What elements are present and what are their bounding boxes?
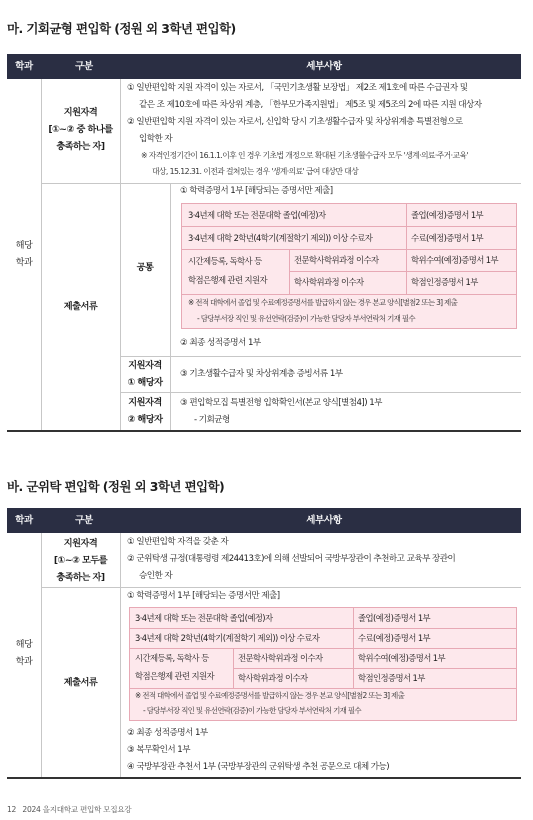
cell: 학위수여(예정)증명서 1부 xyxy=(411,255,499,265)
document-item: ① 학력증명서 1부 [해당되는 증명서만 제출] xyxy=(180,186,333,196)
cell: 3·4년제 대학 또는 전문대학 졸업(예정)자 xyxy=(135,613,273,623)
qualification-item: ② 일반편입학 지원 자격이 있는 자로서, 신입학 당시 기초생활수급자 및 차상위계층 특별전형으로 xyxy=(127,117,463,127)
cell: 전문학사학위과정 이수자 xyxy=(238,653,323,663)
cell: 학위수여(예정)증명서 1부 xyxy=(358,653,446,663)
cell: 전문학사학위과정 이수자 xyxy=(294,255,379,265)
documents-label: 제출서류 xyxy=(63,301,98,312)
table-header xyxy=(7,54,521,79)
cell: 3·4년제 대학 또는 전문대학 졸업(예정)자 xyxy=(188,210,326,220)
section-title: 마. 기회균형 편입학 (정원 외 3학년 편입학) xyxy=(7,21,236,36)
cell: 졸업(예정)증명서 1부 xyxy=(358,613,431,623)
cell: 학점인정증명서 1부 xyxy=(358,673,425,683)
cell: 학사학위과정 이수자 xyxy=(238,673,308,683)
cell: 수료(예정)증명서 1부 xyxy=(411,233,484,243)
cell: 학사학위과정 이수자 xyxy=(294,277,364,287)
education-certificate-table xyxy=(129,607,517,721)
pink-note: - 담당부서장 직인 및 유선연락(검증)이 가능한 담당자 부서연락처 기재 필수 xyxy=(143,706,361,715)
cell: 시간제등록, 독학사 등 xyxy=(135,653,209,663)
qualification-item: ① 일반편입학 지원 자격이 있는 자로서, 「국민기초생활 보장법」 제2조 제1호에 따른 수급권자 및 xyxy=(127,83,468,93)
cell: 3·4년제 대학 2학년(4학기(계절학기 제외)) 이상 수료자 xyxy=(135,633,320,643)
documents-label: 제출서류 xyxy=(63,677,98,688)
page-number: 12 xyxy=(7,805,17,814)
qualification-item: 입학한 자 xyxy=(139,134,173,144)
cell: 시간제등록, 독학사 등 xyxy=(188,256,262,266)
header-details: 세부사항 xyxy=(306,515,342,526)
pink-note: - 담당부서장 직인 및 유선연락(검증)이 가능한 담당자 부서연락처 기재 필수 xyxy=(197,314,415,323)
pink-note: ※ 전적 대학에서 졸업 및 수료예정증명서를 발급하지 않는 경우 본교 양식[별첨2 또는 3] 제출 xyxy=(188,298,458,307)
qualification-note: ※ 자격인정기간이 16.1.1.이후 인 경우 기초법 개정으로 확대된 기초생활수급자 모두 '생계·의료·주거·교육' xyxy=(141,151,468,160)
qualification-item: 승인한 자 xyxy=(139,571,173,581)
dept-label: 해당 학과 xyxy=(15,240,33,268)
dept-label: 해당 학과 xyxy=(15,639,33,667)
cell: 3·4년제 대학 2학년(4학기(계절학기 제외)) 이상 수료자 xyxy=(188,233,373,243)
qualification-label: 지원자격 [①~② 중 하나를 충족하는 자] xyxy=(48,107,113,152)
document-item: ③ 복무확인서 1부 xyxy=(127,745,190,755)
qualification-label: 지원자격 [①~② 모두를 충족하는 자] xyxy=(53,538,108,583)
cell: 수료(예정)증명서 1부 xyxy=(358,633,431,643)
table-header xyxy=(7,508,521,533)
header-dept: 학과 xyxy=(15,61,33,72)
page-footer xyxy=(7,804,131,815)
document-item: - 기회균형 xyxy=(194,415,230,425)
header-category: 구분 xyxy=(75,515,93,526)
header-details: 세부사항 xyxy=(306,61,342,72)
footer-title: 2024 을지대학교 편입학 모집요강 xyxy=(22,805,132,814)
header-dept: 학과 xyxy=(15,515,33,526)
qualification-item: ① 일반편입학 자격을 갖춘 자 xyxy=(127,537,229,547)
cell: 졸업(예정)증명서 1부 xyxy=(411,210,484,220)
education-certificate-table xyxy=(181,203,517,329)
pink-note: ※ 전적 대학에서 졸업 및 수료예정증명서를 발급하지 않는 경우 본교 양식[별첨2 또는 3] 제출 xyxy=(135,691,405,700)
document-item: ④ 국방부장관 추천서 1부 (국방부장관의 군위탁생 추천 공문으로 대체 가능) xyxy=(127,762,390,772)
cell: 학점인정증명서 1부 xyxy=(411,277,478,287)
qualification-item: 같은 조 제10호에 따른 차상위 계층, 「한부모가족지원법」 제5조 및 제5조의 2에 따른 지원 대상자 xyxy=(139,100,482,110)
qualification-item: ② 군위탁생 규정(대통령령 제24413호)에 의해 선발되어 국방부장관이 추천하고 교육부 장관이 xyxy=(127,554,456,564)
qualification-2-label: 지원자격 ② 해당자 xyxy=(127,397,163,425)
document-item: ② 최종 성적증명서 1부 xyxy=(180,338,261,348)
document-item: ③ 기초생활수급자 및 차상위계층 증빙서류 1부 xyxy=(180,369,343,379)
section-title: 바. 군위탁 편입학 (정원 외 3학년 편입학) xyxy=(7,479,225,494)
cell: 학점은행제 관련 지원자 xyxy=(188,275,268,285)
qualification-note: 대상, 15.12.31. 이전과 걸쳐있는 경우 '생계·의료' 급여 대상만 대상 xyxy=(152,167,359,176)
document-item: ③ 편입학모집 특별전형 입학확인서(본교 양식[별첨4]) 1부 xyxy=(180,398,382,408)
document-item: ① 학력증명서 1부 [해당되는 증명서만 제출] xyxy=(127,591,280,601)
common-label: 공통 xyxy=(136,262,154,273)
cell: 학점은행제 관련 지원자 xyxy=(135,671,215,681)
qualification-1-label: 지원자격 ① 해당자 xyxy=(127,360,163,388)
header-category: 구분 xyxy=(75,61,93,72)
document-item: ② 최종 성적증명서 1부 xyxy=(127,728,208,738)
